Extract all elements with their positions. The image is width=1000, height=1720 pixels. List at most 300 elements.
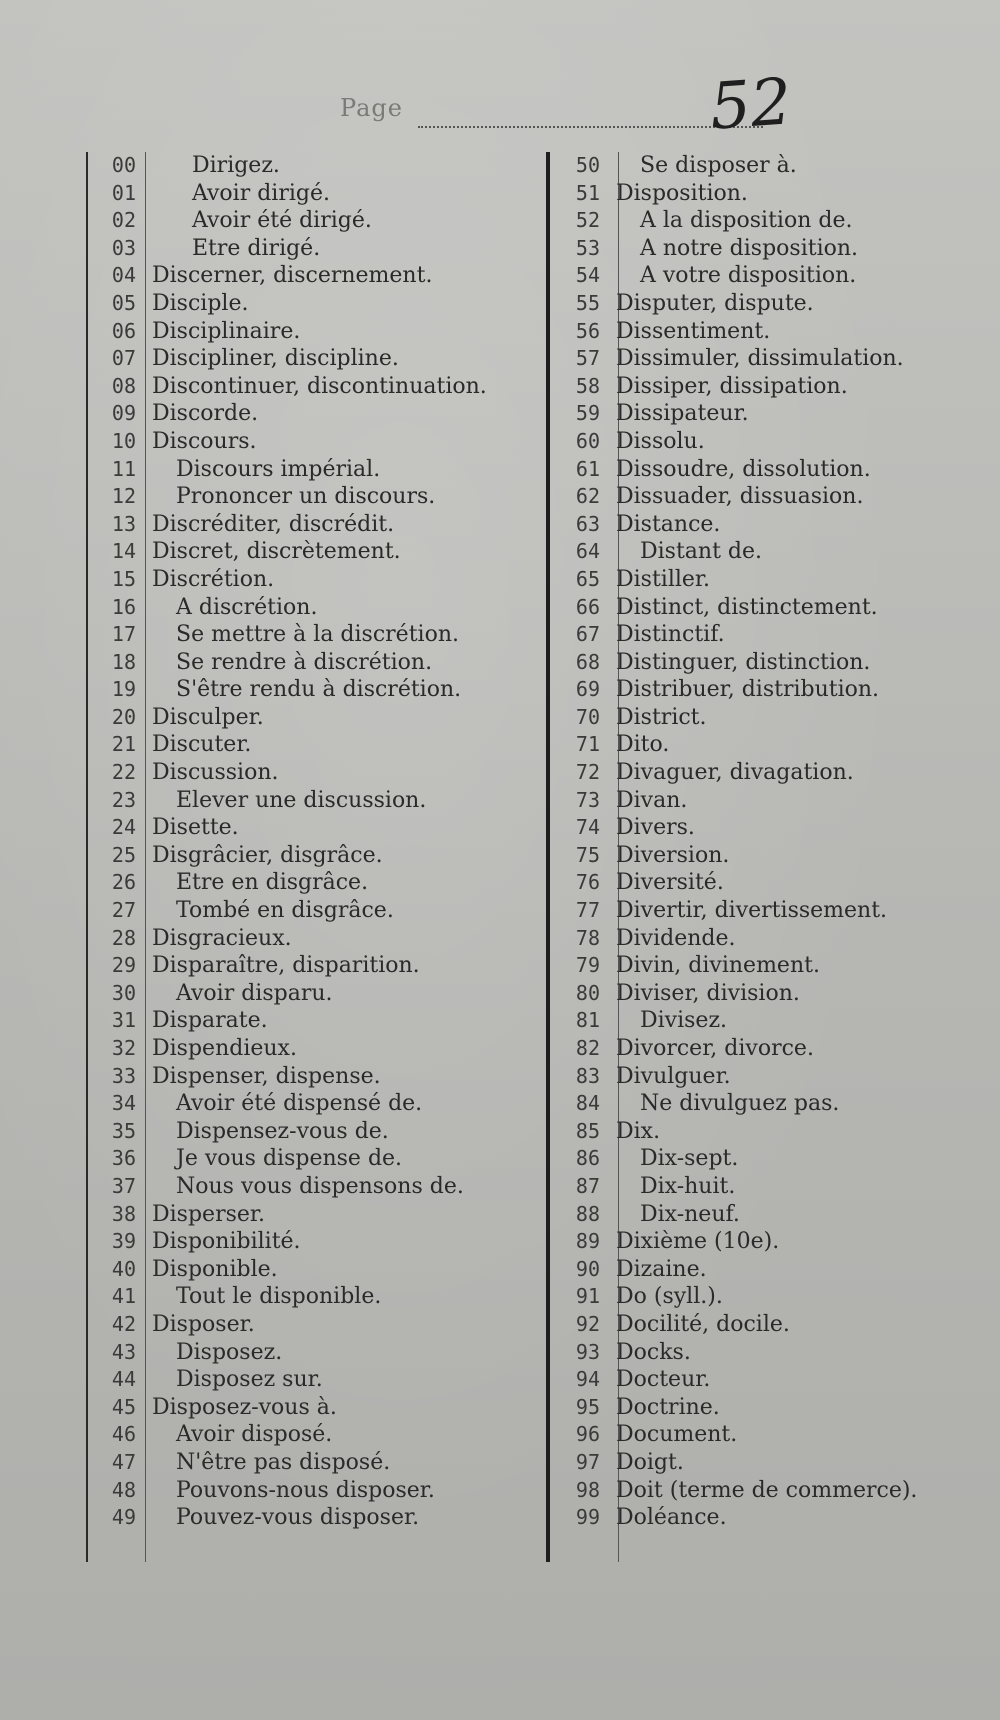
dictionary-entry bbox=[88, 759, 488, 787]
entry-number: 04 bbox=[111, 263, 136, 288]
entry-number: 59 bbox=[575, 401, 600, 426]
dictionary-entry bbox=[88, 1366, 488, 1394]
entry-number: 57 bbox=[575, 346, 600, 371]
dictionary-entry bbox=[88, 676, 488, 704]
dictionary-entry bbox=[552, 235, 952, 263]
entry-number: 43 bbox=[111, 1339, 136, 1364]
entry-term: Diversité. bbox=[616, 870, 724, 896]
entry-term: Distinguer, distinction. bbox=[616, 649, 871, 675]
entry-number: 02 bbox=[111, 208, 136, 233]
dictionary-entry bbox=[552, 842, 952, 870]
entry-number: 24 bbox=[111, 815, 136, 840]
entry-term: Dispensez-vous de. bbox=[176, 1118, 389, 1144]
dictionary-entry bbox=[88, 538, 488, 566]
entry-term: Dix. bbox=[616, 1118, 661, 1144]
dictionary-entry bbox=[552, 1063, 952, 1091]
dictionary-entry bbox=[552, 511, 952, 539]
entry-term: Discret, discrètement. bbox=[152, 539, 401, 565]
entry-number: 63 bbox=[575, 511, 600, 536]
entry-number: 76 bbox=[575, 870, 600, 895]
entry-term: A discrétion. bbox=[176, 594, 318, 620]
center-column-rule bbox=[546, 152, 550, 1562]
dictionary-entry bbox=[88, 1504, 488, 1532]
entry-number: 67 bbox=[575, 622, 600, 647]
entry-number: 54 bbox=[575, 263, 600, 288]
entry-number: 83 bbox=[575, 1063, 600, 1088]
entry-term: Dizaine. bbox=[616, 1256, 707, 1282]
dictionary-entry bbox=[552, 1145, 952, 1173]
entry-term: Disgrâcier, disgrâce. bbox=[152, 842, 383, 868]
dictionary-entry bbox=[88, 1201, 488, 1229]
page-header bbox=[340, 65, 794, 145]
entry-term: Doctrine. bbox=[616, 1394, 720, 1420]
entry-number: 93 bbox=[575, 1339, 600, 1364]
entry-term: Disciplinaire. bbox=[152, 318, 301, 344]
entry-term: A notre disposition. bbox=[640, 235, 859, 261]
dictionary-entry bbox=[552, 731, 952, 759]
entry-term: N'être pas disposé. bbox=[176, 1449, 391, 1475]
entry-term: Elever une discussion. bbox=[176, 787, 427, 813]
entry-term: Discours impérial. bbox=[176, 456, 381, 482]
entry-term: Discuter. bbox=[152, 732, 252, 758]
entry-number: 89 bbox=[575, 1229, 600, 1254]
dictionary-entry bbox=[552, 1366, 952, 1394]
dictionary-entry bbox=[552, 152, 952, 180]
entry-number: 95 bbox=[575, 1394, 600, 1419]
entry-number: 52 bbox=[575, 208, 600, 233]
entry-number: 81 bbox=[575, 1008, 600, 1033]
entry-number: 38 bbox=[111, 1201, 136, 1226]
entry-number: 37 bbox=[111, 1173, 136, 1198]
entry-term: Docks. bbox=[616, 1339, 691, 1365]
entry-number: 34 bbox=[111, 1091, 136, 1116]
dictionary-entry bbox=[88, 1145, 488, 1173]
entry-term: Disposez-vous à. bbox=[152, 1394, 337, 1420]
entry-term: Distinct, distinctement. bbox=[616, 594, 878, 620]
entry-number: 13 bbox=[111, 511, 136, 536]
dictionary-entry bbox=[88, 483, 488, 511]
dictionary-entry bbox=[88, 1339, 488, 1367]
dictionary-entry bbox=[552, 594, 952, 622]
entry-term: Document. bbox=[616, 1422, 738, 1448]
entry-term: Discréditer, discrédit. bbox=[152, 511, 395, 537]
entry-term: Disposer. bbox=[152, 1311, 255, 1337]
entry-term: Se mettre à la discrétion. bbox=[176, 622, 459, 648]
entry-term: Doigt. bbox=[616, 1449, 684, 1475]
entry-number: 42 bbox=[111, 1311, 136, 1336]
dictionary-entry bbox=[552, 207, 952, 235]
entry-term: Disposez sur. bbox=[176, 1367, 323, 1393]
dictionary-entry bbox=[552, 1173, 952, 1201]
dictionary-entry bbox=[88, 1007, 488, 1035]
dictionary-entry bbox=[88, 207, 488, 235]
dictionary-entry bbox=[552, 373, 952, 401]
entry-number: 99 bbox=[575, 1505, 600, 1530]
entry-term: A votre disposition. bbox=[640, 263, 857, 289]
dictionary-entry bbox=[88, 1449, 488, 1477]
entry-term: Dissuader, dissuasion. bbox=[616, 484, 864, 510]
entry-number: 50 bbox=[575, 153, 600, 177]
entry-term: Disciple. bbox=[152, 290, 249, 316]
page-label: Page bbox=[340, 94, 403, 122]
dictionary-entry bbox=[552, 1201, 952, 1229]
entry-number: 19 bbox=[111, 677, 136, 702]
entry-number: 39 bbox=[111, 1229, 136, 1254]
dictionary-entry bbox=[552, 649, 952, 677]
dictionary-entry bbox=[552, 483, 952, 511]
entry-term: Avoir été dirigé. bbox=[192, 208, 372, 234]
entry-term: Dissipateur. bbox=[616, 401, 749, 427]
entry-number: 47 bbox=[111, 1449, 136, 1474]
dictionary-entry bbox=[552, 621, 952, 649]
entry-term: Dito. bbox=[616, 732, 670, 758]
dictionary-entry bbox=[552, 538, 952, 566]
dictionary-entry bbox=[88, 731, 488, 759]
entry-number: 84 bbox=[575, 1091, 600, 1116]
entry-number: 25 bbox=[111, 842, 136, 867]
dictionary-entry bbox=[552, 318, 952, 346]
dictionary-entry bbox=[552, 1394, 952, 1422]
dictionary-entry bbox=[88, 262, 488, 290]
entry-term: Pouvons-nous disposer. bbox=[176, 1477, 435, 1503]
dictionary-entry bbox=[552, 925, 952, 953]
entry-term: Dissolu. bbox=[616, 428, 705, 454]
dictionary-entry bbox=[88, 704, 488, 732]
entry-term: Discipliner, discipline. bbox=[152, 346, 399, 372]
entry-term: Dispendieux. bbox=[152, 1036, 297, 1061]
dictionary-entry bbox=[552, 1311, 952, 1339]
entry-number: 40 bbox=[111, 1256, 136, 1281]
entry-number: 48 bbox=[111, 1477, 136, 1502]
dictionary-entry bbox=[88, 814, 488, 842]
entry-number: 60 bbox=[575, 428, 600, 453]
dictionary-entry bbox=[88, 842, 488, 870]
dictionary-entry bbox=[88, 1311, 488, 1339]
entry-term: Avoir disposé. bbox=[176, 1422, 333, 1448]
entry-number: 10 bbox=[111, 428, 136, 453]
dictionary-entry bbox=[552, 980, 952, 1008]
entry-term: Etre dirigé. bbox=[192, 235, 321, 261]
entry-term: Disponibilité. bbox=[152, 1229, 301, 1255]
dictionary-entry bbox=[552, 1283, 952, 1311]
entry-term: Doléance. bbox=[616, 1505, 727, 1531]
entry-number: 22 bbox=[111, 760, 136, 785]
entry-term: Disparaître, disparition. bbox=[152, 953, 420, 979]
entry-number: 17 bbox=[111, 622, 136, 647]
entry-term: Se disposer à. bbox=[640, 153, 797, 178]
dictionary-entry bbox=[552, 1477, 952, 1505]
dictionary-entry bbox=[88, 869, 488, 897]
entry-number: 00 bbox=[111, 153, 136, 177]
dictionary-entry bbox=[88, 1173, 488, 1201]
entry-number: 20 bbox=[111, 704, 136, 729]
entry-number: 86 bbox=[575, 1146, 600, 1171]
dictionary-entry bbox=[88, 235, 488, 263]
entry-term: Divisez. bbox=[640, 1008, 728, 1034]
dictionary-entry bbox=[552, 1421, 952, 1449]
dictionary-entry bbox=[88, 428, 488, 456]
dictionary-entry bbox=[88, 152, 488, 180]
dictionary-entry bbox=[552, 566, 952, 594]
entry-term: Distance. bbox=[616, 511, 721, 537]
entry-number: 05 bbox=[111, 290, 136, 315]
entry-term: Dissimuler, dissimulation. bbox=[616, 346, 904, 372]
entry-number: 16 bbox=[111, 594, 136, 619]
dictionary-entry bbox=[88, 511, 488, 539]
entry-term: Dissoudre, dissolution. bbox=[616, 456, 871, 482]
entry-number: 85 bbox=[575, 1118, 600, 1143]
entry-number: 46 bbox=[111, 1422, 136, 1447]
dictionary-entry bbox=[88, 345, 488, 373]
entry-number: 82 bbox=[575, 1036, 600, 1060]
entry-number: 23 bbox=[111, 787, 136, 812]
dictionary-entry bbox=[88, 290, 488, 318]
entry-term: Dixième (10e). bbox=[616, 1229, 780, 1255]
dictionary-entry bbox=[552, 1035, 952, 1063]
dictionary-entry bbox=[88, 318, 488, 346]
entry-number: 70 bbox=[575, 704, 600, 729]
dictionary-entry bbox=[552, 180, 952, 208]
dictionary-entry bbox=[552, 952, 952, 980]
entry-term: Disculper. bbox=[152, 704, 264, 730]
entry-term: Disposez. bbox=[176, 1339, 283, 1365]
entry-term: Ne divulguez pas. bbox=[640, 1091, 840, 1117]
entry-number: 44 bbox=[111, 1367, 136, 1392]
entry-term: Disparate. bbox=[152, 1008, 268, 1034]
entry-number: 55 bbox=[575, 290, 600, 315]
entry-number: 77 bbox=[575, 898, 600, 923]
entry-number: 29 bbox=[111, 953, 136, 978]
entry-number: 66 bbox=[575, 594, 600, 619]
entry-term: Distant de. bbox=[640, 539, 763, 565]
entry-number: 56 bbox=[575, 318, 600, 343]
dictionary-entry bbox=[552, 1449, 952, 1477]
entry-term: Diviser, division. bbox=[616, 980, 800, 1006]
dictionary-entry bbox=[552, 897, 952, 925]
dictionary-entry bbox=[88, 1228, 488, 1256]
entry-term: Discours. bbox=[152, 428, 257, 454]
entry-number: 45 bbox=[111, 1394, 136, 1419]
entry-number: 91 bbox=[575, 1284, 600, 1309]
entry-term: Etre en disgrâce. bbox=[176, 870, 369, 896]
entry-number: 27 bbox=[111, 898, 136, 923]
entry-number: 18 bbox=[111, 649, 136, 674]
dictionary-entry bbox=[552, 869, 952, 897]
entry-term: Doit (terme de commerce). bbox=[616, 1477, 918, 1503]
dictionary-entry bbox=[552, 787, 952, 815]
dictionary-entry bbox=[88, 980, 488, 1008]
entry-term: Docilité, docile. bbox=[616, 1311, 790, 1337]
entry-term: Discussion. bbox=[152, 760, 279, 786]
entry-number: 64 bbox=[575, 539, 600, 564]
entry-number: 21 bbox=[111, 732, 136, 757]
dictionary-entry bbox=[552, 428, 952, 456]
entry-term: Discrétion. bbox=[152, 566, 275, 592]
entry-term: Dispenser, dispense. bbox=[152, 1063, 381, 1089]
dictionary-entry bbox=[88, 1421, 488, 1449]
dictionary-entry bbox=[88, 400, 488, 428]
entry-number: 41 bbox=[111, 1284, 136, 1309]
dictionary-entry bbox=[88, 621, 488, 649]
entry-term: Divertir, divertissement. bbox=[616, 898, 888, 924]
entry-number: 69 bbox=[575, 677, 600, 702]
entry-term: Discerner, discernement. bbox=[152, 263, 433, 289]
entry-number: 78 bbox=[575, 925, 600, 950]
entry-term: Divers. bbox=[616, 815, 695, 841]
entry-number: 09 bbox=[111, 401, 136, 426]
dictionary-entry bbox=[88, 1256, 488, 1284]
entry-term: Do (syll.). bbox=[616, 1284, 723, 1310]
page-number: 52 bbox=[707, 65, 794, 145]
entry-term: Dividende. bbox=[616, 925, 736, 951]
entry-number: 92 bbox=[575, 1311, 600, 1336]
dictionary-entry bbox=[552, 1007, 952, 1035]
entry-number: 36 bbox=[111, 1146, 136, 1171]
entry-term: A la disposition de. bbox=[640, 208, 853, 234]
entry-term: Dix-sept. bbox=[640, 1146, 739, 1172]
dictionary-entry bbox=[552, 704, 952, 732]
entry-term: Divan. bbox=[616, 787, 688, 813]
entry-number: 88 bbox=[575, 1201, 600, 1226]
dictionary-entry bbox=[88, 897, 488, 925]
entry-number: 73 bbox=[575, 787, 600, 812]
entry-number: 08 bbox=[111, 373, 136, 398]
entry-number: 68 bbox=[575, 649, 600, 674]
dictionary-entry bbox=[88, 180, 488, 208]
entry-number: 07 bbox=[111, 346, 136, 371]
dictionary-entry bbox=[88, 1035, 488, 1063]
entry-number: 58 bbox=[575, 373, 600, 398]
entry-term: Disperser. bbox=[152, 1201, 265, 1227]
entry-term: Discontinuer, discontinuation. bbox=[152, 373, 487, 399]
entry-term: Disposition. bbox=[616, 180, 748, 206]
dictionary-entry bbox=[88, 952, 488, 980]
entry-number: 12 bbox=[111, 484, 136, 509]
entry-number: 14 bbox=[111, 539, 136, 564]
entry-term: Dix-neuf. bbox=[640, 1201, 740, 1227]
entry-number: 97 bbox=[575, 1449, 600, 1474]
entry-term: Distinctif. bbox=[616, 622, 725, 648]
entry-term: Disponible. bbox=[152, 1256, 278, 1282]
entry-number: 11 bbox=[111, 456, 136, 481]
entry-number: 96 bbox=[575, 1422, 600, 1447]
dictionary-entry bbox=[88, 373, 488, 401]
entry-term: Disette. bbox=[152, 815, 239, 841]
entry-term: Distiller. bbox=[616, 566, 711, 592]
entry-term: Se rendre à discrétion. bbox=[176, 649, 433, 675]
entry-term: Distribuer, distribution. bbox=[616, 677, 880, 703]
entry-number: 74 bbox=[575, 815, 600, 840]
entry-term: Tout le disponible. bbox=[176, 1284, 382, 1310]
entry-number: 31 bbox=[111, 1008, 136, 1033]
dictionary-entry bbox=[88, 1063, 488, 1091]
entry-number: 15 bbox=[111, 566, 136, 591]
dictionary-entry bbox=[88, 649, 488, 677]
dictionary-entry bbox=[552, 345, 952, 373]
entry-term: Dirigez. bbox=[192, 153, 280, 178]
entry-number: 28 bbox=[111, 925, 136, 950]
dictionary-entry bbox=[552, 676, 952, 704]
dictionary-entry bbox=[552, 1339, 952, 1367]
entry-number: 62 bbox=[575, 484, 600, 509]
dictionary-entry bbox=[88, 456, 488, 484]
left-column bbox=[88, 152, 488, 1532]
dictionary-entry bbox=[88, 925, 488, 953]
entry-term: Divin, divinement. bbox=[616, 953, 820, 979]
entry-term: Prononcer un discours. bbox=[176, 484, 436, 510]
entry-term: Je vous dispense de. bbox=[176, 1146, 403, 1172]
dictionary-entry bbox=[88, 1283, 488, 1311]
dictionary-entry bbox=[552, 1256, 952, 1284]
entry-number: 06 bbox=[111, 318, 136, 343]
dictionary-entry bbox=[552, 759, 952, 787]
entry-number: 26 bbox=[111, 870, 136, 895]
entry-number: 80 bbox=[575, 980, 600, 1005]
entry-term: Disputer, dispute. bbox=[616, 290, 814, 316]
dictionary-entry bbox=[552, 1228, 952, 1256]
dictionary-entry bbox=[88, 1090, 488, 1118]
entry-number: 71 bbox=[575, 732, 600, 757]
entry-term: Avoir été dispensé de. bbox=[176, 1091, 423, 1117]
entry-term: Divorcer, divorce. bbox=[616, 1036, 814, 1061]
entry-number: 53 bbox=[575, 235, 600, 260]
entry-number: 90 bbox=[575, 1256, 600, 1281]
entry-term: Nous vous dispensons de. bbox=[176, 1173, 464, 1199]
dictionary-entry bbox=[552, 1504, 952, 1532]
dictionary-entry bbox=[552, 262, 952, 290]
entry-term: Dix-huit. bbox=[640, 1173, 736, 1199]
entry-number: 33 bbox=[111, 1063, 136, 1088]
entry-term: Docteur. bbox=[616, 1367, 711, 1393]
entry-number: 98 bbox=[575, 1477, 600, 1502]
entry-term: Avoir disparu. bbox=[176, 980, 333, 1006]
entry-number: 03 bbox=[111, 235, 136, 260]
entry-term: District. bbox=[616, 704, 707, 730]
entry-term: Disgracieux. bbox=[152, 925, 292, 951]
entry-number: 32 bbox=[111, 1036, 136, 1060]
entry-number: 30 bbox=[111, 980, 136, 1005]
dictionary-entry bbox=[88, 566, 488, 594]
dictionary-entry bbox=[88, 1394, 488, 1422]
entry-term: Avoir dirigé. bbox=[192, 180, 330, 206]
entry-number: 49 bbox=[111, 1505, 136, 1530]
entry-term: Pouvez-vous disposer. bbox=[176, 1505, 420, 1531]
dictionary-entry bbox=[552, 400, 952, 428]
entry-number: 61 bbox=[575, 456, 600, 481]
entry-term: Dissiper, dissipation. bbox=[616, 373, 848, 399]
dictionary-entry bbox=[88, 594, 488, 622]
dictionary-entry bbox=[552, 814, 952, 842]
entry-term: Dissentiment. bbox=[616, 318, 771, 344]
dictionary-entry bbox=[88, 787, 488, 815]
entry-term: Divulguer. bbox=[616, 1063, 731, 1089]
entry-number: 01 bbox=[111, 180, 136, 205]
entry-term: Discorde. bbox=[152, 401, 259, 427]
entry-term: Divaguer, divagation. bbox=[616, 760, 854, 786]
entry-number: 65 bbox=[575, 566, 600, 591]
right-column bbox=[552, 152, 952, 1532]
entry-term: Diversion. bbox=[616, 842, 730, 868]
entry-number: 51 bbox=[575, 180, 600, 205]
entry-number: 87 bbox=[575, 1173, 600, 1198]
dictionary-entry bbox=[88, 1118, 488, 1146]
dictionary-entry bbox=[88, 1477, 488, 1505]
dictionary-entry bbox=[552, 1118, 952, 1146]
entry-number: 79 bbox=[575, 953, 600, 978]
entry-number: 35 bbox=[111, 1118, 136, 1143]
entry-term: Tombé en disgrâce. bbox=[176, 898, 394, 924]
entry-number: 94 bbox=[575, 1367, 600, 1392]
